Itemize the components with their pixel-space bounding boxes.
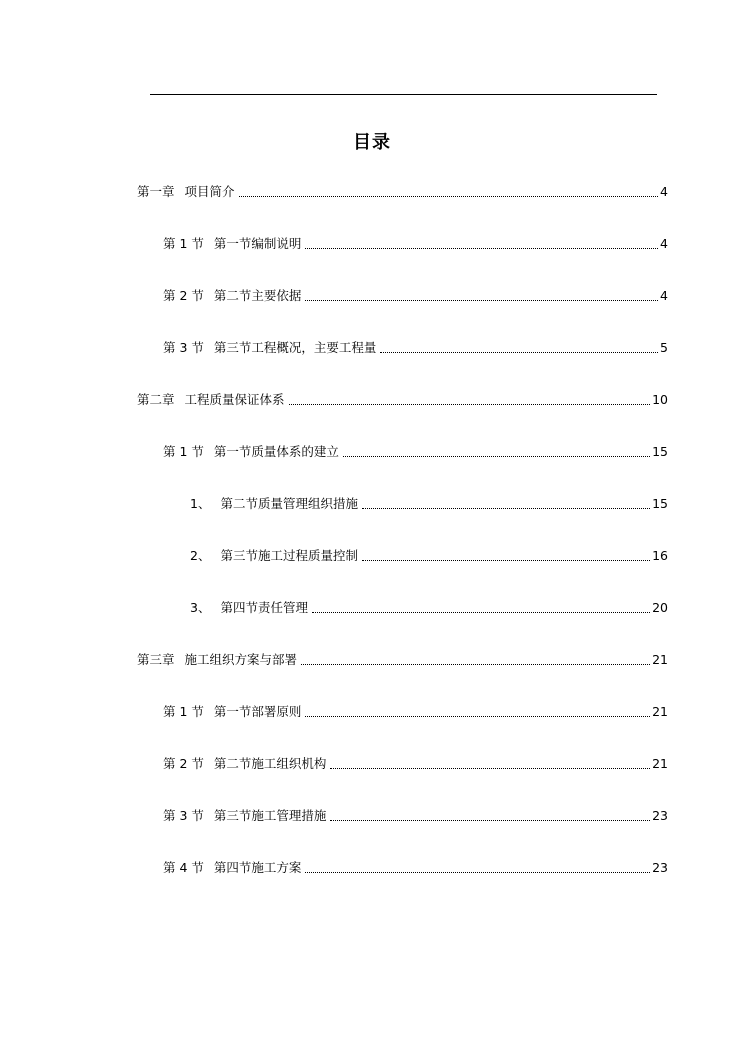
toc-entry-title: 第一节质量体系的建立 <box>213 444 339 459</box>
toc-page-number: 21 <box>652 652 668 667</box>
toc-entry-prefix: 3、 <box>190 600 211 615</box>
toc-leader-dots <box>239 196 659 197</box>
toc-page-number: 23 <box>652 860 668 875</box>
toc-leader-dots <box>305 248 658 249</box>
toc-entry[interactable] <box>163 443 668 461</box>
toc-entry-title: 第一节编制说明 <box>213 236 302 251</box>
toc-page-number: 5 <box>660 340 668 355</box>
toc-entry[interactable] <box>190 495 668 513</box>
toc-leader-dots <box>330 820 650 821</box>
toc-entry[interactable] <box>163 755 668 773</box>
toc-entry-title: 第四节施工方案 <box>213 860 302 875</box>
toc-entry[interactable] <box>190 547 668 565</box>
toc-page-number: 4 <box>660 288 668 303</box>
toc-entry-title: 第三节工程概况，主要工程量 <box>213 340 377 355</box>
toc-entry[interactable] <box>137 183 668 201</box>
toc-leader-dots <box>301 664 650 665</box>
toc-entry[interactable] <box>190 599 668 617</box>
toc-page-number: 10 <box>652 392 668 407</box>
toc-page-number: 4 <box>660 184 668 199</box>
toc-entry[interactable] <box>163 703 668 721</box>
toc-leader-dots <box>305 872 650 873</box>
toc-entry-prefix: 第 2 节 <box>163 756 204 771</box>
toc-page-number: 23 <box>652 808 668 823</box>
toc-leader-dots <box>380 352 658 353</box>
toc-page-number: 16 <box>652 548 668 563</box>
toc-entry-title: 施工组织方案与部署 <box>184 652 298 667</box>
toc-leader-dots <box>289 404 651 405</box>
toc-entry[interactable] <box>137 391 668 409</box>
toc-entry[interactable] <box>163 339 668 357</box>
toc-entry-prefix: 2、 <box>190 548 211 563</box>
toc-entry-title: 工程质量保证体系 <box>184 392 285 407</box>
toc-leader-dots <box>305 300 658 301</box>
toc-entry-prefix: 第 1 节 <box>163 444 204 459</box>
toc-entry-prefix: 第二章 <box>137 392 175 407</box>
toc-entry-prefix: 1、 <box>190 496 211 511</box>
toc-leader-dots <box>362 560 650 561</box>
toc-leader-dots <box>312 612 650 613</box>
toc-entry-title: 第二节施工组织机构 <box>213 756 327 771</box>
toc-leader-dots <box>305 716 650 717</box>
toc-entry-prefix: 第 2 节 <box>163 288 204 303</box>
toc-leader-dots <box>330 768 650 769</box>
toc-entry[interactable] <box>163 287 668 305</box>
toc-entry-title: 第二节主要依据 <box>213 288 302 303</box>
toc-entry-title: 项目简介 <box>184 184 235 199</box>
toc-entry[interactable] <box>163 235 668 253</box>
toc-entry-prefix: 第一章 <box>137 184 175 199</box>
toc-entry-prefix: 第 3 节 <box>163 808 204 823</box>
toc-page-number: 21 <box>652 704 668 719</box>
toc-entry[interactable] <box>163 859 668 877</box>
toc-entry-prefix: 第 1 节 <box>163 704 204 719</box>
page-title: 目录 <box>353 132 391 153</box>
toc-entry-prefix: 第三章 <box>137 652 175 667</box>
toc-entry-prefix: 第 1 节 <box>163 236 204 251</box>
toc-page-number: 4 <box>660 236 668 251</box>
toc-entry-title: 第一节部署原则 <box>213 704 302 719</box>
toc-entry-title: 第三节施工过程质量控制 <box>220 548 358 563</box>
toc-page-number: 21 <box>652 756 668 771</box>
toc-entry-title: 第三节施工管理措施 <box>213 808 327 823</box>
toc-page-number: 15 <box>652 496 668 511</box>
toc-page-number: 20 <box>652 600 668 615</box>
toc-page-number: 15 <box>652 444 668 459</box>
toc-leader-dots <box>343 456 650 457</box>
toc-leader-dots <box>362 508 650 509</box>
toc-entry[interactable] <box>163 807 668 825</box>
toc-entry-title: 第二节质量管理组织措施 <box>220 496 358 511</box>
toc-entry-title: 第四节责任管理 <box>220 600 308 615</box>
toc-entry-prefix: 第 4 节 <box>163 860 204 875</box>
toc-entry-prefix: 第 3 节 <box>163 340 204 355</box>
toc-entry[interactable] <box>137 651 668 669</box>
